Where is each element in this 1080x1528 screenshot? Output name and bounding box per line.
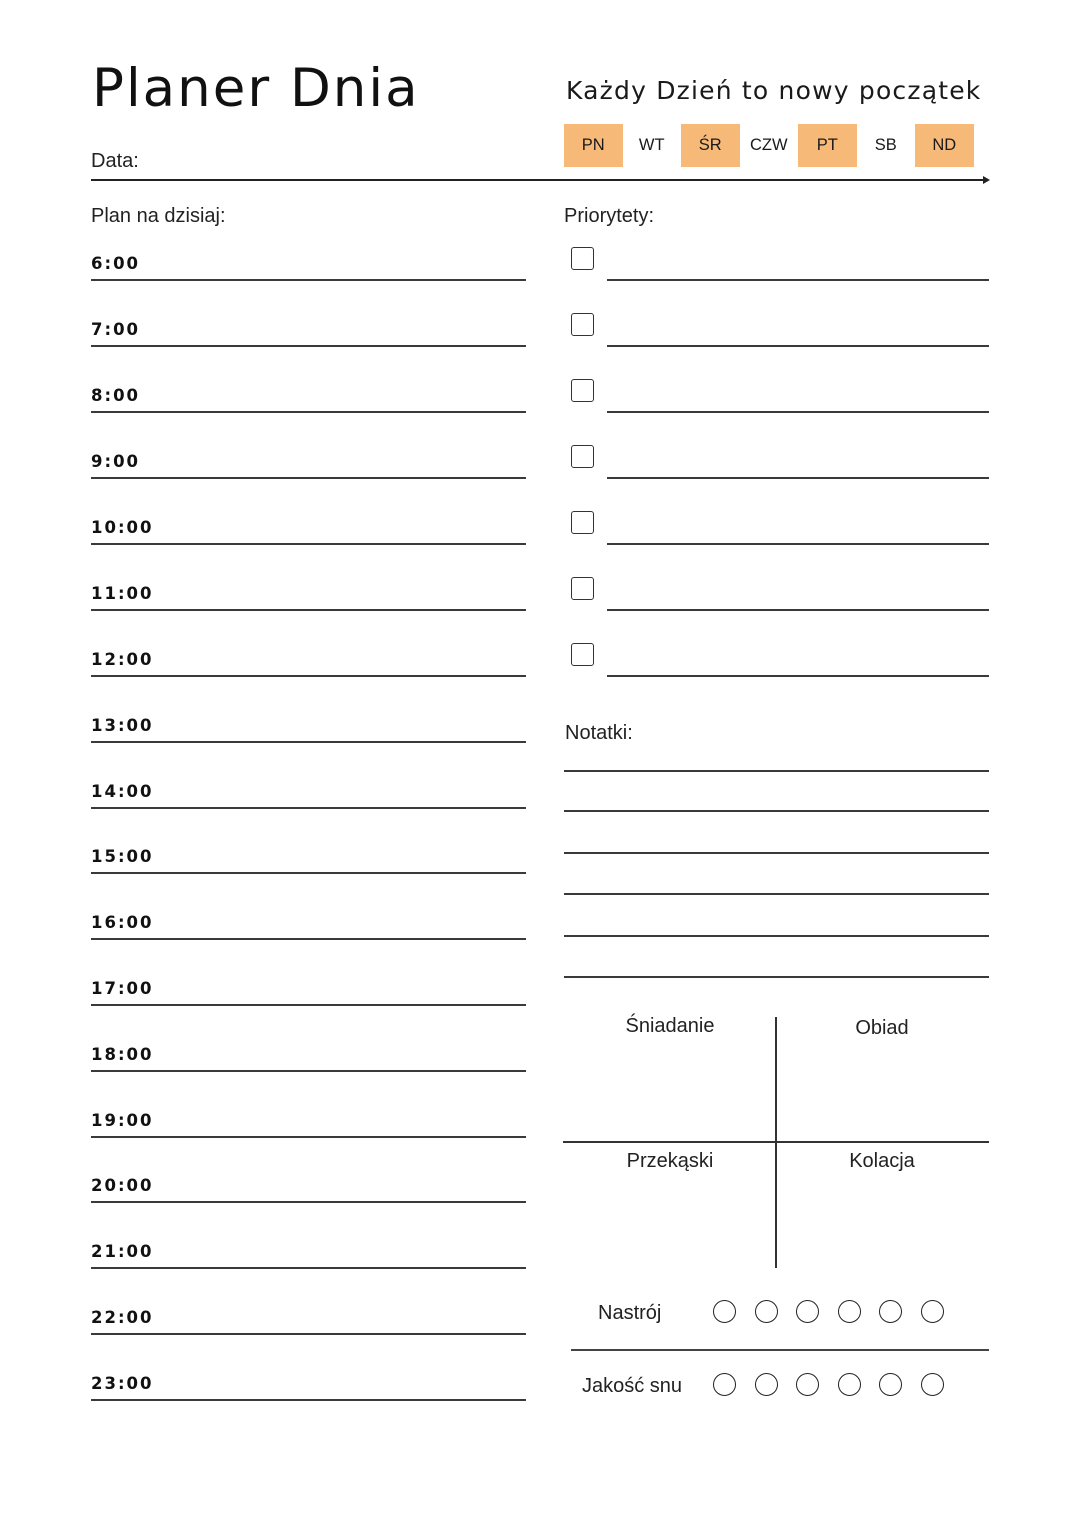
note-line[interactable]	[564, 935, 989, 937]
day-thu[interactable]: CZW	[749, 136, 788, 154]
rating-circle[interactable]	[921, 1373, 944, 1396]
hour-label: 11:00	[91, 584, 154, 603]
priority-line[interactable]	[607, 675, 989, 677]
hour-label: 18:00	[91, 1045, 154, 1064]
hour-label: 23:00	[91, 1374, 154, 1393]
rating-circle[interactable]	[796, 1300, 819, 1323]
day-sat[interactable]: SB	[874, 136, 897, 154]
meal-breakfast-label: Śniadanie	[625, 1015, 715, 1037]
rating-circle[interactable]	[713, 1300, 736, 1323]
rating-circle[interactable]	[879, 1373, 902, 1396]
hour-label: 7:00	[91, 320, 141, 339]
notes-label: Notatki:	[565, 722, 633, 744]
hour-row[interactable]	[91, 611, 526, 677]
priority-line[interactable]	[607, 543, 989, 545]
rating-circle[interactable]	[755, 1373, 778, 1396]
hour-label: 8:00	[91, 386, 141, 405]
priority-item	[570, 505, 989, 545]
rating-circle[interactable]	[755, 1300, 778, 1323]
hour-label: 6:00	[91, 254, 141, 273]
hour-label: 15:00	[91, 847, 154, 866]
hour-label: 16:00	[91, 913, 154, 932]
note-line[interactable]	[564, 976, 989, 978]
priority-item	[570, 571, 989, 611]
priority-line[interactable]	[607, 477, 989, 479]
priority-item	[570, 373, 989, 413]
rating-circle[interactable]	[713, 1373, 736, 1396]
hour-row[interactable]	[91, 545, 526, 611]
page-title: Planer Dnia	[92, 58, 420, 119]
rating-circle[interactable]	[838, 1373, 861, 1396]
mood-rating	[713, 1300, 944, 1323]
priority-checkbox[interactable]	[571, 313, 594, 336]
note-line[interactable]	[564, 852, 989, 854]
priority-item	[570, 307, 989, 347]
priority-item	[570, 439, 989, 479]
hour-row[interactable]	[91, 215, 526, 281]
weekday-selector	[564, 124, 974, 167]
rating-divider	[571, 1349, 989, 1351]
meal-lunch-label: Obiad	[855, 1017, 909, 1039]
note-line[interactable]	[564, 810, 989, 812]
arrow-right-icon	[983, 176, 990, 184]
date-label: Data:	[91, 150, 139, 172]
priority-line[interactable]	[607, 279, 989, 281]
hour-label: 10:00	[91, 518, 154, 537]
plan-label: Plan na dzisiaj:	[91, 205, 226, 227]
hour-label: 20:00	[91, 1176, 154, 1195]
sleep-quality-rating	[713, 1373, 944, 1396]
day-wed[interactable]: ŚR	[681, 124, 740, 167]
hour-row[interactable]	[91, 1137, 526, 1203]
hour-row[interactable]	[91, 677, 526, 743]
day-mon[interactable]: PN	[564, 124, 623, 167]
priority-item	[570, 637, 989, 677]
day-sun[interactable]: ND	[915, 124, 974, 167]
priority-checkbox[interactable]	[571, 247, 594, 270]
day-tue[interactable]: WT	[638, 136, 665, 154]
hour-row[interactable]	[91, 1269, 526, 1335]
priority-checkbox[interactable]	[571, 445, 594, 468]
priority-item	[570, 241, 989, 281]
meal-dinner-label: Kolacja	[849, 1150, 915, 1172]
hour-row[interactable]	[91, 1335, 526, 1401]
hour-row[interactable]	[91, 1072, 526, 1138]
hour-label: 13:00	[91, 716, 154, 735]
priorities-label: Priorytety:	[564, 205, 655, 227]
hour-label: 17:00	[91, 979, 154, 998]
hour-row[interactable]	[91, 281, 526, 347]
hour-row[interactable]	[91, 874, 526, 940]
meal-snacks-label: Przekąski	[626, 1150, 714, 1172]
hour-row[interactable]	[91, 413, 526, 479]
hour-row[interactable]	[91, 743, 526, 809]
hour-row[interactable]	[91, 940, 526, 1006]
hour-label: 19:00	[91, 1111, 154, 1130]
priority-line[interactable]	[607, 345, 989, 347]
writing-line	[91, 1399, 526, 1401]
mood-label: Nastrój	[598, 1302, 662, 1324]
note-line[interactable]	[564, 770, 989, 772]
hour-label: 22:00	[91, 1308, 154, 1327]
rating-circle[interactable]	[796, 1373, 819, 1396]
note-line[interactable]	[564, 893, 989, 895]
rating-circle[interactable]	[921, 1300, 944, 1323]
hour-row[interactable]	[91, 1006, 526, 1072]
day-fri[interactable]: PT	[798, 124, 857, 167]
header-divider	[91, 179, 987, 181]
priority-line[interactable]	[607, 609, 989, 611]
hour-row[interactable]	[91, 347, 526, 413]
meal-grid-horizontal-divider	[563, 1141, 989, 1143]
priority-checkbox[interactable]	[571, 511, 594, 534]
hour-label: 12:00	[91, 650, 154, 669]
priority-checkbox[interactable]	[571, 643, 594, 666]
hour-row[interactable]	[91, 479, 526, 545]
sleep-quality-label: Jakość snu	[582, 1375, 683, 1397]
priority-checkbox[interactable]	[571, 577, 594, 600]
rating-circle[interactable]	[838, 1300, 861, 1323]
hour-label: 14:00	[91, 782, 154, 801]
motto: Każdy Dzień to nowy początek	[566, 76, 982, 105]
rating-circle[interactable]	[879, 1300, 902, 1323]
hour-row[interactable]	[91, 808, 526, 874]
hour-label: 21:00	[91, 1242, 154, 1261]
priority-checkbox[interactable]	[571, 379, 594, 402]
hour-label: 9:00	[91, 452, 141, 471]
hour-row[interactable]	[91, 1203, 526, 1269]
priority-line[interactable]	[607, 411, 989, 413]
